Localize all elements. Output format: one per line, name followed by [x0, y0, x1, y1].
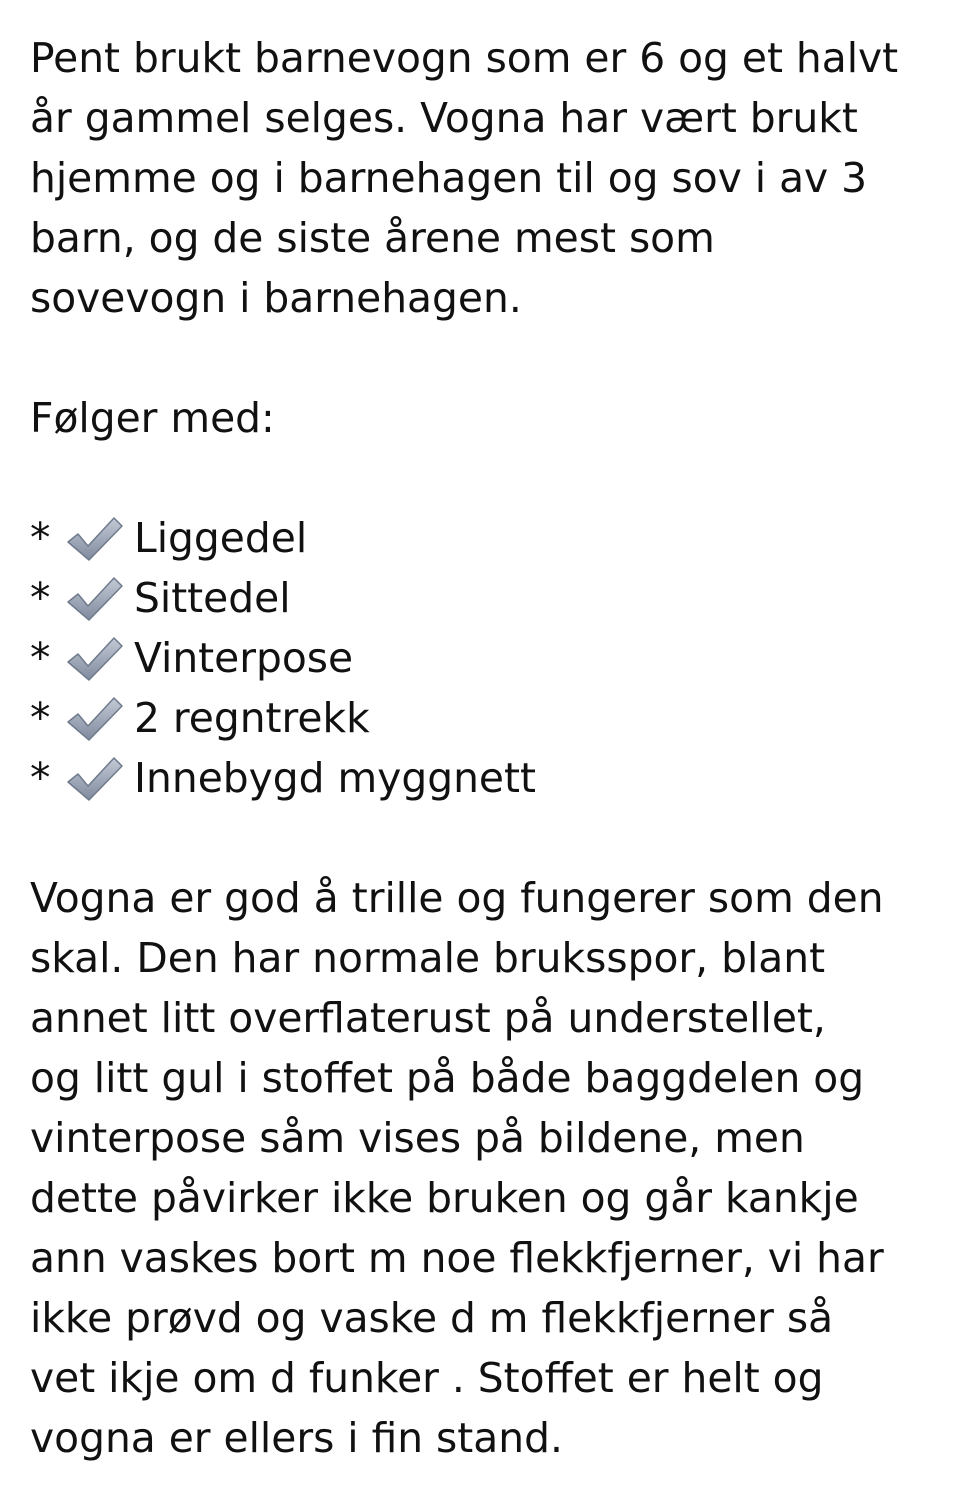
included-heading: Følger med:: [30, 394, 275, 442]
item-label: 2 regntrekk: [134, 694, 370, 742]
list-item: [30, 748, 940, 808]
text-line: vogna er ellers i fin stand.: [30, 1414, 563, 1462]
text-line: annet litt overflaterust på understellet,: [30, 994, 826, 1042]
bullet-asterisk: *: [30, 694, 51, 742]
item-label: Vinterpose: [134, 634, 354, 682]
condition-paragraph: [30, 868, 940, 1468]
bullet-asterisk: *: [30, 574, 51, 622]
included-list: [30, 508, 940, 808]
text-line: ikke prøvd og vaske d m flekkfjerner så: [30, 1294, 834, 1342]
text-line: år gammel selges. Vogna har vært brukt: [30, 94, 858, 142]
check-mark-icon: [64, 568, 126, 628]
bullet-asterisk: *: [30, 514, 51, 562]
check-mark-icon: [64, 688, 126, 748]
list-item: [30, 568, 940, 628]
check-mark-icon: [64, 628, 126, 688]
item-label: Liggedel: [134, 514, 308, 562]
text-line: skal. Den har normale bruksspor, blant: [30, 934, 826, 982]
text-line: og litt gul i stoffet på både baggdelen og: [30, 1054, 865, 1102]
blank-line: [30, 808, 940, 868]
list-item: [30, 688, 940, 748]
check-mark-icon: [64, 508, 126, 568]
list-item: [30, 508, 940, 568]
text-line: sovevogn i barnehagen.: [30, 274, 522, 322]
text-line: Vogna er god å trille og fungerer som den: [30, 874, 884, 922]
blank-line: [30, 448, 940, 508]
list-item: [30, 628, 940, 688]
text-line: dette påvirker ikke bruken og går kankje: [30, 1174, 859, 1222]
intro-paragraph: [30, 28, 940, 328]
text-line: vinterpose såm vises på bildene, men: [30, 1114, 805, 1162]
text-line: vet ikje om d funker . Stoffet er helt og: [30, 1354, 824, 1402]
text-line: ann vaskes bort m noe flekkfjerner, vi har: [30, 1234, 884, 1282]
text-line: hjemme og i barnehagen til og sov i av 3: [30, 154, 868, 202]
note-text: [30, 28, 940, 1468]
text-line: Pent brukt barnevogn som er 6 og et halvt: [30, 34, 899, 82]
check-mark-icon: [64, 748, 126, 808]
item-label: Innebygd myggnett: [134, 754, 536, 802]
bullet-asterisk: *: [30, 754, 51, 802]
blank-line: [30, 328, 940, 388]
item-label: Sittedel: [134, 574, 291, 622]
bullet-asterisk: *: [30, 634, 51, 682]
text-line: barn, og de siste årene mest som: [30, 214, 715, 262]
